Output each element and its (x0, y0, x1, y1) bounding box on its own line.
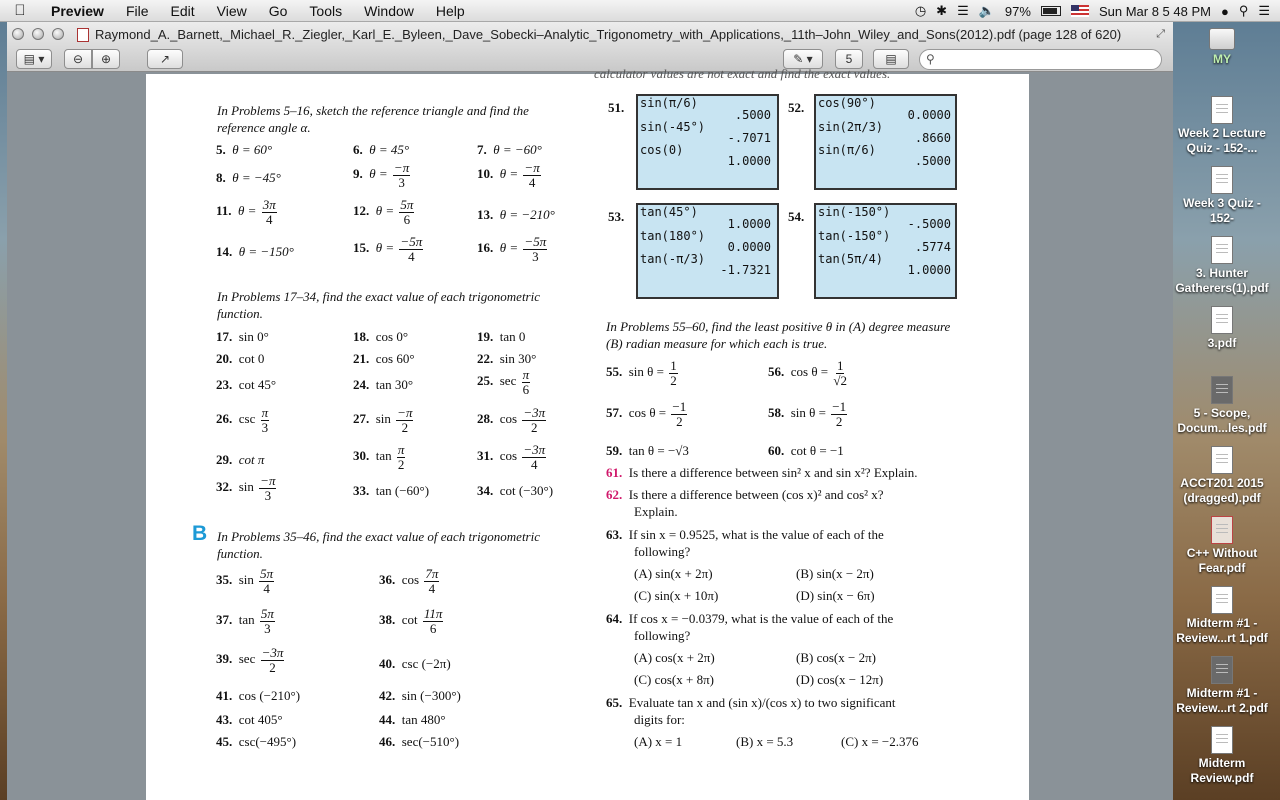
desktop-icon-file[interactable]: ACCT201 2015 (dragged).pdf (1172, 446, 1272, 506)
desktop-icon-file[interactable]: Midterm #1 - Review...rt 1.pdf (1172, 586, 1272, 646)
pdf-document-icon (77, 28, 89, 42)
problem-65-a: (A) x = 1 (634, 734, 683, 749)
problem-42: 42. sin (−300°) (379, 688, 461, 703)
wifi-icon[interactable]: ☰ (957, 3, 969, 18)
problem-63-a: (A) sin(x + 2π) (634, 566, 713, 581)
problem-60: 60. cot θ = −1 (768, 443, 844, 458)
instructions-55-60: In Problems 55–60, find the least positive θ in (A) degree measure (B) radian measure for which each is true. (606, 319, 951, 351)
problem-6: 6. θ = 45° (353, 142, 410, 157)
instructions-17-34: In Problems 17–34, find the exact value of each trigonometric function. (217, 289, 541, 321)
problem-24: 24. tan 30° (353, 377, 414, 392)
problem-23: 23. cot 45° (216, 377, 277, 392)
window-title: Raymond_A._Barnett,_Michael_R._Ziegler,_Karl_E._Byleen,_Dave_Sobecki–Analytic_Trigonometry_with_Applications,_11th–John_Wiley_and_Sons(2012).pdf (page 128 of 620) (95, 27, 1122, 42)
problem-59: 59. tan θ = −√3 (606, 443, 689, 458)
book-cover-icon (1211, 516, 1233, 544)
document-icon (1211, 656, 1233, 684)
search-input[interactable] (919, 49, 1162, 70)
problem-27: 27. sin $\frac{-\pi}{2}$ (353, 405, 413, 435)
problem-63-line2: following? (634, 544, 691, 559)
problem-55: 55. sin θ = $\frac{1}{2}$ (606, 358, 677, 388)
calculator-screen-51: sin(π/6) .5000 sin(-45°) -.7071 cos(0) 1.0000 (636, 94, 779, 190)
desktop-icon-file[interactable]: C++ Without Fear.pdf (1172, 516, 1272, 576)
problem-30: 30. tan $\frac{\pi}{2}$ (353, 442, 405, 472)
cut-text: calculator values are not exact and find the exact values. (594, 66, 891, 81)
problem-32: 32. sin $\frac{-\pi}{3}$ (216, 473, 276, 503)
pdf-page (146, 66, 1029, 800)
problem-14: 14. θ = −150° (216, 244, 294, 259)
problem-8: 8. θ = −45° (216, 170, 281, 185)
instructions-5-16: In Problems 5–16, sketch the reference triangle and find the reference angle α. (217, 103, 529, 135)
document-icon (1211, 166, 1233, 194)
problem-16: 16. θ = $\frac{-5\pi}{3}$ (477, 234, 547, 264)
problem-63-b: (B) sin(x − 2π) (796, 566, 874, 581)
share-button[interactable]: ↗ (147, 49, 183, 69)
volume-icon[interactable]: 🔈 (978, 3, 995, 18)
desktop-icon-file[interactable]: 5 - Scope, Docum...les.pdf (1172, 376, 1272, 436)
document-icon (1211, 96, 1233, 124)
desktop-icon-file[interactable]: Midterm Review.pdf (1172, 726, 1272, 786)
problem-61: 61. Is there a difference between sin² x and sin x²? Explain. (606, 465, 918, 480)
menu-window[interactable]: Window (364, 2, 414, 19)
problem-54-number: 54. (788, 209, 805, 224)
apple-menu-icon[interactable] (0, 2, 40, 19)
problem-52-number: 52. (788, 100, 805, 115)
minimize-window-button[interactable] (32, 28, 44, 40)
notification-center-icon[interactable]: ☰ (1258, 3, 1270, 18)
problem-35: 35. sin $\frac{5\pi}{4}$ (216, 566, 274, 596)
problem-65: 65. Evaluate tan x and (sin x)/(cos x) to two significant (606, 695, 896, 710)
title-bar (7, 22, 1173, 72)
problem-15: 15. θ = $\frac{-5\pi}{4}$ (353, 234, 423, 264)
calculator-screen-54: sin(-150°) -.5000 tan(-150°) .5774 tan(5π/4) 1.0000 (814, 203, 957, 299)
problem-64-a: (A) cos(x + 2π) (634, 650, 715, 665)
problem-45: 45. csc(−495°) (216, 734, 297, 749)
desktop-icon-file[interactable]: Week 3 Quiz - 152- (1172, 166, 1272, 226)
problem-43: 43. cot 405° (216, 712, 283, 727)
problem-26: 26. csc $\frac{\pi}{3}$ (216, 405, 269, 435)
document-icon (1211, 726, 1233, 754)
problem-11: 11. θ = $\frac{3\pi}{4}$ (216, 197, 276, 227)
problem-41: 41. cos (−210°) (216, 688, 301, 703)
problem-51-number: 51. (608, 100, 625, 115)
problem-64-c: (C) cos(x + 8π) (634, 672, 714, 687)
problem-31: 31. cos $\frac{-3\pi}{4}$ (477, 442, 546, 472)
document-icon (1211, 376, 1233, 404)
problem-40: 40. csc (−2π) (379, 656, 451, 671)
preview-window (7, 22, 1173, 800)
menu-edit[interactable]: Edit (170, 2, 195, 19)
problem-56: 56. cos θ = $\frac{1}{√2}$ (768, 358, 848, 388)
problem-21: 21. cos 60° (353, 351, 415, 366)
document-icon (1211, 236, 1233, 264)
problem-46: 46. sec(−510°) (379, 734, 460, 749)
problem-17: 17. sin 0° (216, 329, 269, 344)
menu-help[interactable]: Help (435, 2, 465, 19)
problem-64-d: (D) cos(x − 12π) (796, 672, 884, 687)
section-b-label: B (192, 522, 208, 545)
problem-65-line2: digits for: (634, 712, 685, 727)
disk-icon (1209, 28, 1235, 50)
problem-44: 44. tan 480° (379, 712, 446, 727)
battery-icon[interactable] (1041, 6, 1061, 16)
problem-53-number: 53. (608, 209, 625, 224)
time-machine-icon[interactable]: ◷ (914, 3, 927, 18)
bluetooth-icon[interactable]: ✱ (936, 3, 948, 18)
fullscreen-icon[interactable]: ⤢ (1156, 28, 1165, 40)
problem-18: 18. cos 0° (353, 329, 409, 344)
desktop-icon-file[interactable]: Midterm #1 - Review...rt 2.pdf (1172, 656, 1272, 716)
problem-63-c: (C) sin(x + 10π) (634, 588, 719, 603)
problem-20: 20. cot 0 (216, 351, 265, 366)
battery-percent[interactable]: 97% (1004, 3, 1031, 19)
clock[interactable]: Sun Mar 8 5 48 PM (1098, 3, 1211, 19)
menu-tools[interactable]: Tools (309, 2, 343, 19)
document-icon (1211, 586, 1233, 614)
rotate-button[interactable]: 5 (835, 49, 863, 69)
problem-12: 12. θ = $\frac{5\pi}{6}$ (353, 197, 414, 227)
problem-65-b: (B) x = 5.3 (736, 734, 794, 749)
problem-13: 13. θ = −210° (477, 207, 555, 222)
problem-22: 22. sin 30° (477, 351, 537, 366)
problem-64-line2: following? (634, 628, 691, 643)
problem-57: 57. cos θ = $\frac{-1}{2}$ (606, 399, 687, 429)
problem-63: 63. If sin x = 0.9525, what is the value of each of the (606, 527, 884, 542)
problem-39: 39. sec $\frac{-3\pi}{2}$ (216, 645, 284, 675)
problem-37: 37. tan $\frac{5\pi}{3}$ (216, 606, 274, 636)
problem-62-line2: Explain. (634, 504, 678, 519)
desktop-icon-file[interactable]: Week 2 Lecture Quiz - 152-... (1172, 96, 1272, 156)
toolbox-button[interactable]: ▤ (873, 49, 909, 69)
problem-33: 33. tan (−60°) (353, 483, 430, 498)
problem-64-b: (B) cos(x − 2π) (796, 650, 876, 665)
input-source-flag-icon[interactable] (1071, 5, 1089, 17)
instructions-35-46: In Problems 35–46, find the exact value of each trigonometric function. (217, 529, 541, 561)
problem-34: 34. cot (−30°) (477, 483, 554, 498)
menu-file[interactable]: File (125, 2, 149, 19)
close-window-button[interactable] (12, 28, 24, 40)
problem-29: 29. cot π (216, 452, 265, 467)
menu-app[interactable]: Preview (51, 2, 104, 19)
search-icon: ⚲ (926, 52, 935, 66)
calculator-screen-53: tan(45°) 1.0000 tan(180°) 0.0000 tan(-π/3) -1.7321 (636, 203, 779, 299)
calculator-screen-52: cos(90°) 0.0000 sin(2π/3) .8660 sin(π/6) .5000 (814, 94, 957, 190)
spotlight-icon[interactable]: ⚲ (1238, 3, 1249, 18)
problem-7: 7. θ = −60° (477, 142, 542, 157)
problem-63-d: (D) sin(x − 6π) (796, 588, 875, 603)
pdf-file-icon (1211, 446, 1233, 474)
desktop-icon-file[interactable]: 3. Hunter Gatherers(1).pdf (1172, 236, 1272, 296)
problem-25: 25. sec $\frac{\pi}{6}$ (477, 367, 530, 397)
document-icon (1211, 306, 1233, 334)
problem-65-c: (C) x = −2.376 (841, 734, 919, 749)
zoom-in-button[interactable]: ⊕ (92, 49, 120, 69)
problem-5: 5. θ = 60° (216, 142, 273, 157)
problem-9: 9. θ = $\frac{-\pi}{3}$ (353, 160, 410, 190)
view-menu-button[interactable]: ▤ ▾ (16, 49, 52, 69)
problem-38: 38. cot $\frac{11\pi}{6}$ (379, 606, 443, 636)
annotate-button[interactable]: ✎ ▾ (783, 49, 823, 69)
menu-go[interactable]: Go (268, 2, 288, 19)
problem-19: 19. tan 0 (477, 329, 526, 344)
problem-58: 58. sin θ = $\frac{-1}{2}$ (768, 399, 847, 429)
menu-view[interactable]: View (216, 2, 247, 19)
user-icon[interactable]: ● (1220, 3, 1229, 19)
desktop-icon-disk[interactable]: MY (1172, 28, 1272, 67)
problem-64: 64. If cos x = −0.0379, what is the value of each of the (606, 611, 894, 626)
problem-36: 36. cos $\frac{7\pi}{4}$ (379, 566, 439, 596)
zoom-window-button[interactable] (52, 28, 64, 40)
zoom-out-button[interactable]: ⊖ (64, 49, 92, 69)
menu-bar (0, 0, 1280, 22)
problem-10: 10. θ = $\frac{-\pi}{4}$ (477, 160, 540, 190)
desktop-icon-file[interactable]: 3.pdf (1172, 306, 1272, 351)
problem-62: 62. Is there a difference between (cos x)² and cos² x? (606, 487, 884, 502)
problem-28: 28. cos $\frac{-3\pi}{2}$ (477, 405, 546, 435)
